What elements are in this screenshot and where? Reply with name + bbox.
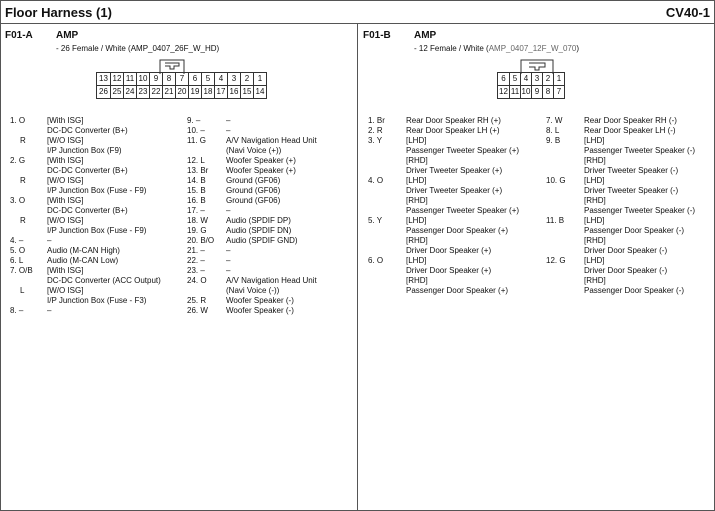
pin-entry (368, 126, 543, 136)
pin-entry (546, 276, 711, 286)
pin-entry (546, 176, 711, 186)
pin-cell: 12 (499, 87, 508, 96)
pin-cell: 13 (99, 74, 108, 83)
pin-description: [RHD] (406, 156, 428, 165)
pin-description: – (226, 256, 231, 265)
pin-entry (10, 286, 175, 296)
pin-description: – (47, 306, 52, 315)
pin-entry (10, 266, 175, 276)
pin-number: 9. – (187, 116, 201, 125)
pin-entry (546, 236, 711, 246)
pin-description: [With ISG] (47, 266, 84, 275)
pin-number: 15. B (187, 186, 206, 195)
pin-description: Driver Door Speaker (+) (406, 246, 492, 255)
pin-entry (546, 266, 711, 276)
pin-number: R (20, 136, 26, 145)
pin-entry (187, 146, 352, 156)
pin-description: [RHD] (406, 236, 428, 245)
pin-number: 17. – (187, 206, 205, 215)
pin-description: DC-DC Converter (ACC Output) (47, 276, 161, 285)
pin-description: Driver Door Speaker (-) (584, 266, 668, 275)
pin-cell: 12 (110, 73, 123, 85)
pin-description: [W/O ISG] (47, 176, 84, 185)
pin-entry (368, 216, 543, 226)
pin-number: 20. B/O (187, 236, 215, 245)
pin-entry (10, 166, 175, 176)
pin-list-col1 (368, 116, 543, 296)
connector-desc: - 26 Female / White (AMP_0407_26F_W_HD) (56, 44, 220, 53)
pin-entry (10, 216, 175, 226)
pin-description: [LHD] (406, 176, 427, 185)
pin-entry (546, 126, 711, 136)
pin-number: 5. Y (368, 216, 383, 225)
pin-description: [W/O ISG] (47, 216, 84, 225)
pin-entry (187, 126, 352, 136)
connector-id: F01-A (5, 30, 33, 41)
pin-description: [RHD] (406, 276, 428, 285)
pin-number: 21. – (187, 246, 205, 255)
pin-number: 24. O (187, 276, 207, 285)
pin-entry (10, 296, 175, 306)
pin-cell: 4 (214, 73, 227, 85)
pin-number: 22. – (187, 256, 205, 265)
pin-description: [LHD] (584, 176, 605, 185)
pin-description: Woofer Speaker (-) (226, 306, 294, 315)
pin-entry (10, 176, 175, 186)
pin-number: 7. O/B (10, 266, 33, 275)
pin-grid (497, 72, 565, 99)
pin-cell: 24 (123, 86, 136, 98)
connector-desc: - 12 Female / White (AMP_0407_12F_W_070) (414, 44, 579, 53)
pin-description: [LHD] (584, 136, 605, 145)
pin-entry (187, 136, 352, 146)
pin-grid (96, 72, 267, 99)
pin-entry (10, 136, 175, 146)
pin-cell: 2 (542, 73, 553, 85)
pin-description: Ground (GF06) (226, 186, 281, 195)
pin-entry (546, 286, 711, 296)
pin-number: 8. L (546, 126, 560, 135)
pin-number: 2. R (368, 126, 383, 135)
pin-description: [W/O ISG] (47, 136, 84, 145)
pin-entry (368, 196, 543, 206)
pin-description: Ground (GF06) (226, 176, 281, 185)
pin-cell: 22 (149, 86, 162, 98)
pin-entry (546, 206, 711, 216)
pin-cell: 14 (253, 86, 266, 98)
pin-cell: 10 (521, 87, 531, 96)
pin-entry (10, 196, 175, 206)
pin-description: Rear Door Speaker LH (+) (406, 126, 500, 135)
pin-description: [RHD] (584, 196, 606, 205)
pin-list-col2 (187, 116, 352, 316)
pin-description: Driver Door Speaker (+) (406, 266, 492, 275)
pin-entry (187, 226, 352, 236)
pin-entry (368, 256, 543, 266)
pin-description: I/P Junction Box (Fuse - F3) (47, 296, 147, 305)
pin-number: 12. L (187, 156, 205, 165)
pin-description: Driver Tweeter Speaker (+) (406, 166, 503, 175)
pin-cell: 4 (520, 73, 531, 85)
pin-entry (368, 116, 543, 126)
pin-entry (368, 186, 543, 196)
pin-entry (187, 196, 352, 206)
pin-entry (10, 226, 175, 236)
pin-description: Rear Door Speaker RH (+) (406, 116, 501, 125)
pin-cell: 11 (510, 87, 520, 96)
pin-entry (187, 216, 352, 226)
connector-name: AMP (414, 30, 437, 41)
pin-description: Passenger Door Speaker (-) (584, 226, 685, 235)
pin-description: DC-DC Converter (B+) (47, 206, 128, 215)
pin-cell: 9 (149, 73, 162, 85)
pin-entry (10, 156, 175, 166)
pin-description: – (47, 236, 52, 245)
pin-cell: 20 (175, 86, 188, 98)
pin-entry (368, 246, 543, 256)
pin-description: Woofer Speaker (+) (226, 166, 296, 175)
pin-number: 2. G (10, 156, 26, 165)
pin-description: [With ISG] (47, 196, 84, 205)
pin-entry (10, 246, 175, 256)
pin-description: [RHD] (584, 156, 606, 165)
pin-entry (546, 116, 711, 126)
pin-entry (546, 146, 711, 156)
pin-description: Passenger Door Speaker (-) (584, 286, 685, 295)
pin-entry (368, 266, 543, 276)
pin-entry (10, 126, 175, 136)
pin-entry (10, 306, 175, 316)
pin-description: [RHD] (406, 196, 428, 205)
pin-number: 16. B (187, 196, 206, 205)
pin-cell: 8 (542, 86, 553, 98)
pin-list-col1 (10, 116, 175, 316)
pin-description: [W/O ISG] (47, 286, 84, 295)
pin-number: 12. G (546, 256, 566, 265)
page-title: Floor Harness (1) (5, 5, 112, 20)
pin-description: Woofer Speaker (+) (226, 156, 296, 165)
pin-entry (546, 166, 711, 176)
pin-number: 1. Br (368, 116, 385, 125)
pin-number: 9. B (546, 136, 561, 145)
pin-description: Rear Door Speaker RH (-) (584, 116, 677, 125)
pin-entry (187, 206, 352, 216)
pin-entry (368, 206, 543, 216)
pin-cell: 8 (162, 73, 175, 85)
pin-cell: 1 (553, 73, 564, 85)
pin-entry (187, 286, 352, 296)
pin-cell: 17 (214, 86, 227, 98)
pin-description: Audio (SPDIF GND) (226, 236, 298, 245)
pin-cell: 26 (99, 87, 108, 96)
pin-cell: 23 (136, 86, 149, 98)
pin-number: 10. – (187, 126, 205, 135)
pin-description: DC-DC Converter (B+) (47, 166, 128, 175)
pin-cell: 9 (531, 86, 542, 98)
pin-description: Driver Tweeter Speaker (-) (584, 166, 679, 175)
pin-number: 10. G (546, 176, 566, 185)
pin-number: 7. W (546, 116, 563, 125)
pin-row-top (498, 73, 564, 85)
pin-cell: 5 (201, 73, 214, 85)
pin-entry (546, 246, 711, 256)
pin-entry (10, 116, 175, 126)
pin-cell: 5 (509, 73, 520, 85)
pin-number: 1. O (10, 116, 26, 125)
pin-description: A/V Navigation Head Unit (226, 136, 317, 145)
pin-description: – (226, 126, 231, 135)
pin-entry (368, 226, 543, 236)
pin-number: 4. O (368, 176, 384, 185)
pin-cell: 3 (227, 73, 240, 85)
pin-number: 11. B (546, 216, 565, 225)
pin-number: 3. O (10, 196, 26, 205)
page-code: CV40-1 (665, 5, 710, 20)
pin-entry (546, 216, 711, 226)
pin-description: I/P Junction Box (F9) (47, 146, 122, 155)
pin-entry (10, 146, 175, 156)
pin-entry (187, 306, 352, 316)
pin-cell: 21 (162, 86, 175, 98)
pin-cell: 19 (188, 86, 201, 98)
pin-description: Rear Door Speaker LH (-) (584, 126, 676, 135)
pin-entry (187, 246, 352, 256)
pin-cell: 2 (240, 73, 253, 85)
pin-entry (187, 166, 352, 176)
pin-row-bottom (97, 85, 266, 98)
pin-description: [LHD] (584, 256, 605, 265)
pin-entry (546, 136, 711, 146)
pin-row-top (97, 73, 266, 85)
pin-cell: 7 (553, 86, 564, 98)
pin-description: Passenger Tweeter Speaker (-) (584, 206, 696, 215)
pin-description: [LHD] (406, 256, 427, 265)
pin-number: 4. – (10, 236, 24, 245)
column-divider (357, 23, 358, 511)
pin-number: 18. W (187, 216, 208, 225)
pin-entry (368, 156, 543, 166)
pin-entry (10, 206, 175, 216)
pin-entry (187, 236, 352, 246)
pin-entry (187, 116, 352, 126)
pin-entry (187, 176, 352, 186)
pin-cell: 1 (253, 73, 266, 85)
pin-description: A/V Navigation Head Unit (226, 276, 317, 285)
pin-description: [With ISG] (47, 156, 84, 165)
pin-number: 13. Br (187, 166, 209, 175)
pin-number: 5. O (10, 246, 26, 255)
page-header (1, 1, 714, 23)
pin-description: Audio (SPDIF DN) (226, 226, 292, 235)
pin-entry (368, 236, 543, 246)
pin-description: (Navi Voice (+)) (226, 146, 282, 155)
pin-description: – (226, 266, 231, 275)
pin-number: 3. Y (368, 136, 383, 145)
pin-description: Passenger Tweeter Speaker (-) (584, 146, 696, 155)
pin-number: 14. B (187, 176, 206, 185)
pin-cell: 25 (110, 86, 123, 98)
pin-entry (368, 176, 543, 186)
pin-entry (10, 186, 175, 196)
pin-entry (368, 286, 543, 296)
pin-description: Driver Tweeter Speaker (+) (406, 186, 503, 195)
pin-description: [LHD] (406, 216, 427, 225)
pin-cell: 7 (175, 73, 188, 85)
pin-number: 11. G (187, 136, 206, 145)
pin-description: I/P Junction Box (Fuse - F9) (47, 186, 147, 195)
pin-entry (187, 276, 352, 286)
pin-number: 23. – (187, 266, 205, 275)
pin-description: Ground (GF06) (226, 196, 281, 205)
pin-entry (368, 166, 543, 176)
pin-list-col2 (546, 116, 711, 296)
pin-cell: 15 (240, 86, 253, 98)
pin-description: Audio (SPDIF DP) (226, 216, 291, 225)
pin-cell: 18 (201, 86, 214, 98)
connector-id: F01-B (363, 30, 391, 41)
pin-number: 6. L (10, 256, 24, 265)
pin-number: 25. R (187, 296, 207, 305)
pin-description: [RHD] (584, 276, 606, 285)
pin-cell: 3 (531, 73, 542, 85)
pin-description: Passenger Door Speaker (+) (406, 226, 509, 235)
pin-description: [With ISG] (47, 116, 84, 125)
pin-entry (10, 256, 175, 266)
pin-number: R (20, 176, 26, 185)
pin-description: I/P Junction Box (Fuse - F9) (47, 226, 147, 235)
pin-entry (368, 276, 543, 286)
pin-cell: 16 (227, 86, 240, 98)
pin-description: Passenger Tweeter Speaker (+) (406, 206, 520, 215)
pin-number: 6. O (368, 256, 384, 265)
pin-entry (187, 266, 352, 276)
pin-number: R (20, 216, 26, 225)
pin-entry (368, 146, 543, 156)
pin-description: Woofer Speaker (-) (226, 296, 294, 305)
pin-entry (546, 256, 711, 266)
pin-entry (10, 236, 175, 246)
pin-description: [RHD] (584, 236, 606, 245)
pin-cell: 11 (123, 73, 136, 85)
pin-description: [LHD] (584, 216, 605, 225)
pin-entry (546, 226, 711, 236)
pin-description: – (226, 246, 231, 255)
pin-description: Audio (M-CAN High) (47, 246, 120, 255)
pin-description: DC-DC Converter (B+) (47, 126, 128, 135)
pin-number: 19. G (187, 226, 207, 235)
pin-entry (187, 156, 352, 166)
pin-number: L (20, 286, 25, 295)
pin-entry (546, 196, 711, 206)
pin-cell: 10 (136, 73, 149, 85)
pin-number: 8. – (10, 306, 24, 315)
pin-entry (187, 296, 352, 306)
pin-description: – (226, 206, 231, 215)
pin-description: [LHD] (406, 136, 427, 145)
pin-entry (10, 276, 175, 286)
pin-entry (546, 186, 711, 196)
pin-description: Driver Tweeter Speaker (-) (584, 186, 679, 195)
pin-number: 26. W (187, 306, 208, 315)
pin-description: (Navi Voice (-)) (226, 286, 280, 295)
pin-cell: 6 (501, 74, 506, 83)
pin-description: – (226, 116, 231, 125)
pin-row-bottom (498, 85, 564, 98)
connector-name: AMP (56, 30, 79, 41)
pin-entry (187, 256, 352, 266)
pin-description: Passenger Door Speaker (+) (406, 286, 509, 295)
pin-entry (368, 136, 543, 146)
pin-description: Passenger Tweeter Speaker (+) (406, 146, 520, 155)
pin-entry (546, 156, 711, 166)
pin-cell: 6 (188, 73, 201, 85)
pin-description: Driver Door Speaker (-) (584, 246, 668, 255)
pin-entry (187, 186, 352, 196)
pin-description: Audio (M-CAN Low) (47, 256, 119, 265)
